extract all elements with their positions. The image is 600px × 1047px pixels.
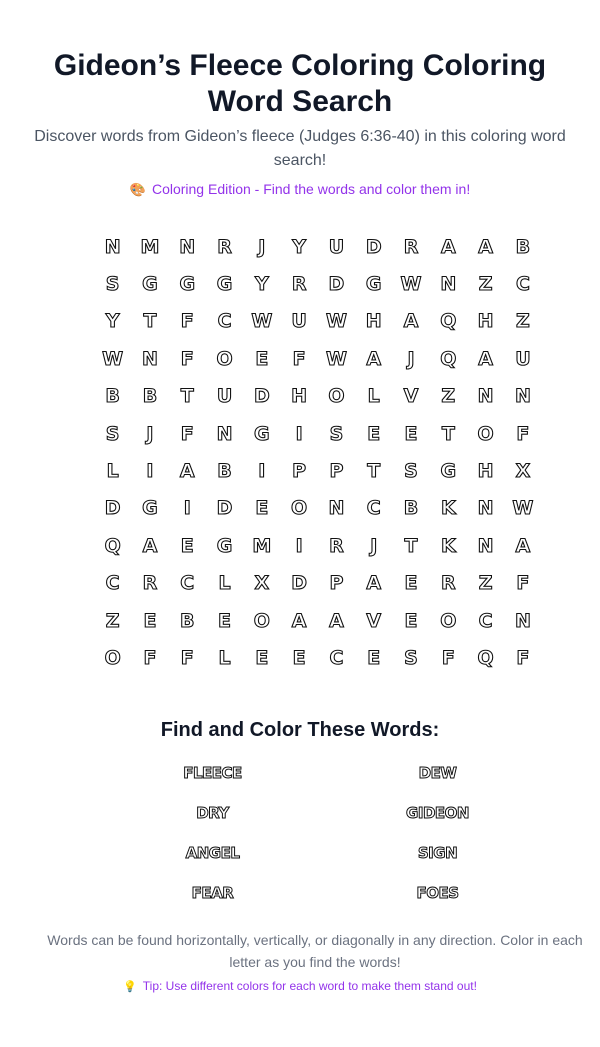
grid-cell[interactable]: N [141, 347, 158, 370]
grid-cell[interactable]: O [328, 385, 345, 408]
grid-cell[interactable]: V [403, 385, 419, 408]
grid-cell[interactable]: D [365, 235, 382, 258]
grid-cell[interactable]: C [515, 273, 530, 296]
grid-cell[interactable]: X [515, 460, 531, 483]
grid-cell[interactable]: G [440, 460, 457, 483]
grid-cell[interactable]: O [253, 609, 270, 632]
grid-cell[interactable]: F [516, 422, 530, 445]
grid-cell[interactable]: F [180, 422, 194, 445]
grid-cell[interactable]: J [407, 347, 415, 370]
grid-cell[interactable]: Z [478, 572, 493, 595]
grid-cell[interactable]: T [180, 385, 194, 408]
grid-cell[interactable]: Q [440, 347, 457, 370]
grid-cell[interactable]: E [404, 609, 418, 632]
grid-cell[interactable]: R [291, 273, 307, 296]
grid-cell[interactable]: R [217, 235, 232, 258]
grid-cell[interactable]: Y [254, 273, 269, 296]
grid-cell[interactable]: N [328, 497, 345, 520]
page-title: Gideon’s Fleece Coloring Coloring Word Search [53, 49, 547, 118]
grid-cell[interactable]: O [104, 646, 121, 669]
grid-cell[interactable]: F [516, 572, 530, 595]
grid-cell[interactable]: G [142, 273, 158, 296]
grid-cell[interactable]: P [329, 572, 344, 595]
grid-cell[interactable]: G [216, 273, 233, 296]
grid-cell[interactable]: R [329, 534, 344, 557]
grid-cell[interactable]: F [441, 646, 455, 669]
grid-cell[interactable]: A [291, 609, 307, 632]
grid-cell[interactable]: J [258, 235, 266, 258]
grid-cell[interactable]: A [478, 347, 493, 370]
grid-cell[interactable]: W [102, 347, 124, 370]
grid-cell[interactable]: G [254, 422, 270, 445]
grid-cell[interactable]: I [295, 422, 303, 445]
grid-cell[interactable]: D [291, 572, 308, 595]
grid-cell[interactable]: U [291, 310, 307, 333]
grid-cell[interactable]: H [477, 310, 494, 333]
grid-cell[interactable]: V [366, 609, 382, 632]
grid-cell[interactable]: L [218, 572, 231, 595]
grid-cell[interactable]: F [292, 347, 306, 370]
grid-cell[interactable]: C [478, 609, 493, 632]
grid-cell[interactable]: N [216, 422, 233, 445]
edition-text: Coloring Edition - Find the words and color them in! [151, 181, 471, 197]
grid-cell[interactable]: U [216, 385, 233, 408]
grid-cell[interactable]: J [146, 422, 154, 445]
grid-cell[interactable]: J [370, 534, 378, 557]
grid-cell[interactable]: S [105, 422, 120, 445]
grid-cell[interactable]: F [180, 347, 194, 370]
grid-cell[interactable]: B [180, 609, 195, 632]
grid-cell[interactable]: I [258, 460, 266, 483]
grid-cell[interactable]: N [477, 497, 494, 520]
palette-icon: 🎨 [129, 182, 146, 197]
word-list [100, 760, 550, 920]
grid-cell[interactable]: Q [440, 310, 457, 333]
grid-cell[interactable]: G [179, 273, 196, 296]
grid-cell[interactable]: C [329, 646, 344, 669]
grid-cell[interactable]: E [143, 609, 157, 632]
grid-cell[interactable]: K [440, 534, 456, 557]
grid-cell[interactable]: A [366, 347, 382, 370]
grid-cell[interactable]: W [400, 273, 422, 296]
grid-cell[interactable]: A [366, 572, 382, 595]
grid-cell[interactable]: E [404, 422, 418, 445]
grid-cell[interactable]: U [515, 347, 531, 370]
grid-cell[interactable]: F [143, 646, 157, 669]
edition-banner [0, 179, 600, 200]
grid-cell[interactable]: G [142, 497, 158, 520]
grid-cell[interactable]: L [367, 385, 380, 408]
grid-cell[interactable]: O [291, 497, 308, 520]
grid-cell[interactable]: Z [105, 609, 120, 632]
page-subtitle: Discover words from Gideon’s fleece (Judges 6:36-40) in this coloring word search! [34, 128, 566, 169]
grid-cell[interactable]: B [105, 385, 120, 408]
grid-cell[interactable]: D [328, 273, 345, 296]
grid-cell[interactable]: Z [516, 310, 530, 333]
word-list-item: FEAR [191, 884, 234, 902]
grid-cell[interactable]: X [254, 572, 270, 595]
word-list-item: GIDEON [406, 804, 469, 822]
grid-cell[interactable]: S [105, 273, 120, 296]
grid-cell[interactable]: D [216, 497, 233, 520]
grid-cell[interactable]: E [218, 609, 232, 632]
grid-cell[interactable]: T [367, 460, 381, 483]
grid-cell[interactable]: R [403, 235, 419, 258]
grid-cell[interactable]: L [218, 646, 231, 669]
grid-cell[interactable]: O [440, 609, 457, 632]
grid-cell[interactable]: A [329, 609, 344, 632]
lightbulb-icon: 💡 [123, 981, 137, 993]
grid-cell[interactable]: E [255, 497, 269, 520]
grid-cell[interactable]: Z [441, 385, 456, 408]
word-list-item: FOES [416, 884, 459, 902]
grid-cell[interactable]: L [106, 460, 119, 483]
grid-cell[interactable]: Y [292, 235, 307, 258]
grid-cell[interactable]: A [179, 460, 195, 483]
grid-cell[interactable]: W [325, 310, 347, 333]
grid-cell[interactable]: B [142, 385, 158, 408]
grid-cell[interactable]: I [146, 460, 154, 483]
grid-cell[interactable]: N [514, 385, 531, 408]
grid-cell[interactable]: N [514, 609, 531, 632]
grid-cell[interactable]: E [292, 646, 306, 669]
tip-text: Tip: Use different colors for each word to make them stand out! [142, 979, 477, 993]
grid-cell[interactable]: H [291, 385, 308, 408]
grid-cell[interactable]: R [441, 572, 456, 595]
grid-cell[interactable]: S [404, 646, 418, 669]
grid-cell[interactable]: S [404, 460, 418, 483]
grid-cell[interactable]: T [441, 422, 455, 445]
grid-cell[interactable]: O [477, 422, 494, 445]
grid-cell[interactable]: H [365, 310, 382, 333]
grid-cell[interactable]: A [440, 235, 456, 258]
tip-banner [0, 977, 600, 996]
grid-cell[interactable]: Y [105, 310, 120, 333]
grid-cell[interactable]: E [255, 646, 269, 669]
grid-cell[interactable]: C [180, 572, 195, 595]
word-list-item: DRY [196, 804, 229, 822]
word-list-item: SIGN [417, 844, 458, 862]
grid-cell[interactable]: B [403, 497, 419, 520]
word-list-item: ANGEL [185, 844, 240, 862]
grid-cell[interactable]: Z [478, 273, 493, 296]
grid-cell[interactable]: G [216, 534, 233, 557]
grid-cell[interactable]: B [217, 460, 232, 483]
grid-cell[interactable]: E [367, 646, 381, 669]
grid-cell[interactable]: Q [477, 646, 494, 669]
word-list-item: FLEECE [183, 764, 242, 782]
grid-cell[interactable]: G [365, 273, 382, 296]
grid-cell[interactable]: S [329, 422, 344, 445]
grid-cell[interactable]: N [104, 235, 121, 258]
grid-cell[interactable]: P [329, 460, 344, 483]
grid-cell[interactable]: T [143, 310, 157, 333]
grid-cell[interactable]: U [328, 235, 345, 258]
grid-cell[interactable]: F [180, 310, 194, 333]
grid-cell[interactable]: W [251, 310, 273, 333]
grid-cell[interactable]: E [180, 534, 194, 557]
grid-cell[interactable]: N [179, 235, 196, 258]
grid-cell[interactable]: T [404, 534, 418, 557]
grid-cell[interactable]: W [325, 347, 347, 370]
grid-cell[interactable]: W [512, 497, 534, 520]
grid-cell[interactable]: F [180, 646, 194, 669]
grid-cell[interactable]: B [515, 235, 531, 258]
grid-cell[interactable]: C [217, 310, 232, 333]
grid-cell[interactable]: A [403, 310, 419, 333]
instructions: Words can be found horizontally, vertically, or diagonally in any direction. Color in each letter as you find the words! [47, 932, 583, 970]
grid-cell[interactable]: I [295, 534, 303, 557]
grid-cell[interactable]: O [216, 347, 233, 370]
grid-cell[interactable]: A [478, 235, 493, 258]
grid-cell[interactable]: D [104, 497, 121, 520]
grid-cell[interactable]: M [140, 235, 160, 258]
grid-cell[interactable]: A [515, 534, 531, 557]
grid-cell[interactable]: R [142, 572, 158, 595]
grid-cell[interactable]: C [366, 497, 381, 520]
grid-cell[interactable]: E [367, 422, 381, 445]
words-heading: Find and Color These Words: [160, 719, 440, 741]
grid-cell[interactable]: H [477, 460, 494, 483]
word-list-item: DEW [418, 764, 457, 782]
grid-cell[interactable]: E [404, 572, 418, 595]
grid-cell[interactable]: C [105, 572, 120, 595]
grid-cell[interactable]: E [255, 347, 269, 370]
grid-cell[interactable]: P [292, 460, 307, 483]
grid-cell[interactable]: F [516, 646, 530, 669]
grid-cell[interactable]: I [183, 497, 191, 520]
grid-cell[interactable]: N [477, 534, 494, 557]
letter-grid [94, 228, 542, 677]
grid-cell[interactable]: A [142, 534, 158, 557]
grid-cell[interactable]: K [440, 497, 456, 520]
grid-cell[interactable]: D [253, 385, 270, 408]
grid-cell[interactable]: Q [104, 534, 121, 557]
grid-cell[interactable]: N [477, 385, 494, 408]
grid-cell[interactable]: M [252, 534, 272, 557]
grid-cell[interactable]: N [440, 273, 457, 296]
